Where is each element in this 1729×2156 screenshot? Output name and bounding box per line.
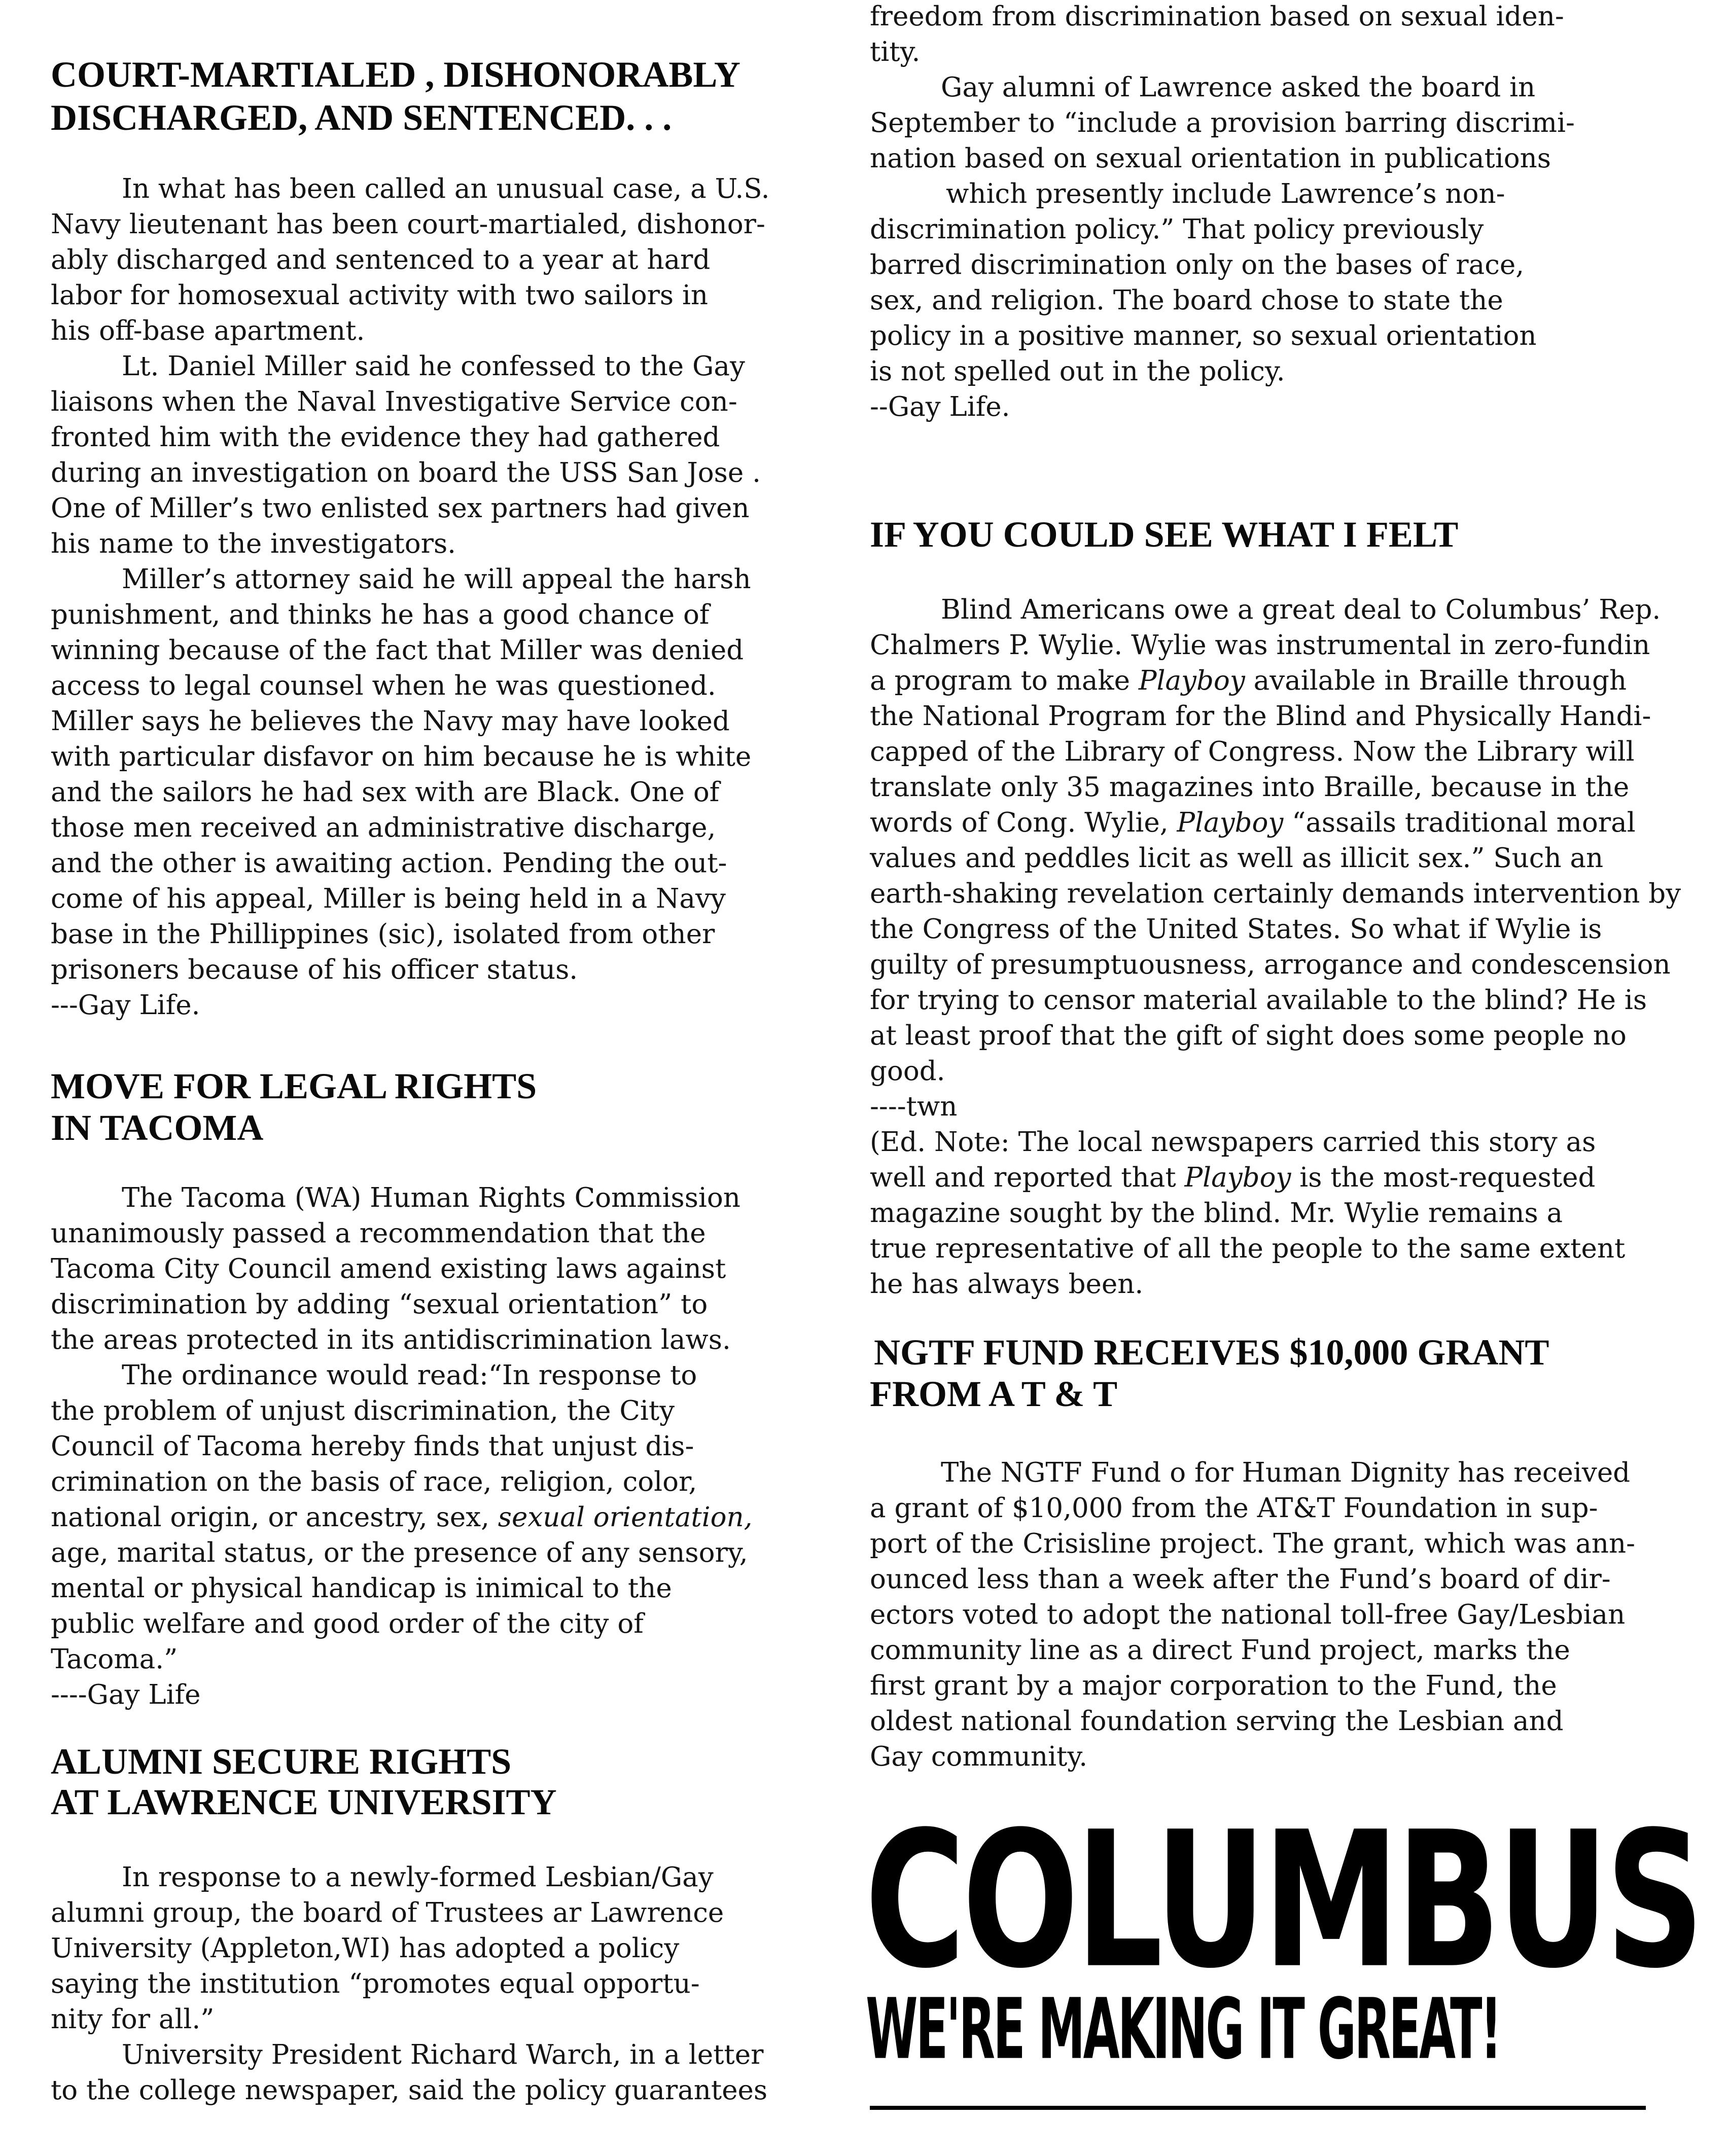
headline-line: IF YOU COULD SEE WHAT I FELT bbox=[870, 514, 1459, 555]
body-line: tity. bbox=[870, 37, 921, 67]
body-line: Tacoma.” bbox=[51, 1644, 178, 1675]
body-line: public welfare and good order of the city of bbox=[51, 1608, 644, 1639]
article-credit: ----Gay Life bbox=[51, 1679, 201, 1710]
editor-note-line: true representative of all the people to the same extent bbox=[870, 1233, 1626, 1264]
body-line: policy in a positive manner, so sexual orientation bbox=[870, 320, 1537, 351]
body-line: mental or physical handicap is inimical to the bbox=[51, 1573, 672, 1604]
logo-wordmark: COLUMBUS bbox=[865, 1791, 1701, 2010]
body-line: the areas protected in its antidiscrimination laws. bbox=[51, 1324, 731, 1355]
body-line: with particular disfavor on him because he is white bbox=[51, 741, 752, 772]
body-line: discrimination policy.” That policy previously bbox=[870, 214, 1484, 245]
magazine-title: Playboy bbox=[1138, 665, 1245, 696]
body-line: and the other is awaiting action. Pending the out- bbox=[51, 848, 727, 879]
body-line: Lt. Daniel Miller said he confessed to the Gay bbox=[122, 351, 745, 382]
body-line: One of Miller’s two enlisted sex partners had given bbox=[51, 493, 750, 524]
body-line: winning because of the fact that Miller was denied bbox=[51, 635, 744, 666]
headline-line: DISCHARGED, AND SENTENCED. . . bbox=[51, 97, 672, 138]
body-line: community line as a direct Fund project, marks the bbox=[870, 1635, 1570, 1666]
body-line: Tacoma City Council amend existing laws against bbox=[51, 1253, 726, 1284]
body-line: barred discrimination only on the bases of race, bbox=[870, 249, 1525, 280]
editor-note-line: (Ed. Note: The local newspapers carried this story as bbox=[870, 1127, 1596, 1158]
columbus-logo bbox=[865, 1791, 1701, 2089]
body-line: unanimously passed a recommendation that the bbox=[51, 1218, 706, 1249]
body-line: and the sailors he had sex with are Black. One of bbox=[51, 777, 720, 808]
body-line: access to legal counsel when he was questioned. bbox=[51, 670, 716, 701]
body-line: University President Richard Warch, in a letter bbox=[122, 2039, 764, 2070]
body-line: base in the Phillippines (sic), isolated from other bbox=[51, 919, 715, 950]
body-line: earth-shaking revelation certainly demands intervention by bbox=[870, 878, 1681, 909]
body-line: Miller’s attorney said he will appeal the harsh bbox=[122, 564, 751, 595]
article-credit: --Gay Life. bbox=[870, 391, 1010, 422]
body-line: port of the Crisisline project. The grant, which was ann- bbox=[870, 1528, 1635, 1559]
body-line: first grant by a major corporation to the Fund, the bbox=[870, 1670, 1557, 1701]
editor-note-line: well and reported that Playboy is the most-requested bbox=[870, 1162, 1596, 1193]
body-line: crimination on the basis of race, religion, color, bbox=[51, 1466, 697, 1497]
body-line: September to “include a provision barring discrimi- bbox=[870, 107, 1575, 138]
body-line: those men received an administrative discharge, bbox=[51, 812, 716, 843]
body-line: his name to the investigators. bbox=[51, 528, 456, 559]
body-line: is not spelled out in the policy. bbox=[870, 356, 1285, 387]
italic-phrase: sexual orientation, bbox=[498, 1502, 753, 1533]
body-line: punishment, and thinks he has a good chance of bbox=[51, 599, 710, 630]
body-line: oldest national foundation serving the Lesbian and bbox=[870, 1706, 1564, 1737]
body-line: the National Program for the Blind and Physically Handi- bbox=[870, 701, 1651, 732]
body-line: The NGTF Fund o for Human Dignity has received bbox=[941, 1457, 1631, 1488]
body-line: Navy lieutenant has been court-martialed, dishonor- bbox=[51, 209, 765, 240]
body-line: saying the institution “promotes equal opportu- bbox=[51, 1968, 700, 1999]
article-credit: ----twn bbox=[870, 1091, 958, 1122]
headline-line: NGTF FUND RECEIVES $10,000 GRANT bbox=[874, 1332, 1549, 1373]
body-line: ably discharged and sentenced to a year at hard bbox=[51, 244, 711, 275]
body-line: freedom from discrimination based on sexual iden- bbox=[870, 1, 1564, 32]
body-line: a program to make Playboy available in Braille through bbox=[870, 665, 1627, 696]
divider-rule bbox=[870, 2106, 1646, 2110]
body-line: discrimination by adding “sexual orientation” to bbox=[51, 1289, 708, 1320]
body-line: The ordinance would read:“In response to bbox=[122, 1360, 697, 1391]
body-line: Miller says he believes the Navy may have looked bbox=[51, 706, 730, 737]
logo-tagline: WE'RE MAKING IT GREAT! bbox=[866, 1981, 1500, 2078]
body-line: sex, and religion. The board chose to state the bbox=[870, 285, 1503, 316]
body-line: fronted him with the evidence they had gathered bbox=[51, 422, 720, 453]
body-line: come of his appeal, Miller is being held in a Navy bbox=[51, 883, 726, 914]
body-line: his off-base apartment. bbox=[51, 315, 365, 346]
headline-line: ALUMNI SECURE RIGHTS bbox=[51, 1741, 512, 1782]
body-line: prisoners because of his officer status. bbox=[51, 954, 578, 985]
body-line: ectors voted to adopt the national toll-free Gay/Lesbian bbox=[870, 1599, 1626, 1630]
body-line: which presently include Lawrence’s non- bbox=[946, 178, 1505, 209]
body-line: values and peddles licit as well as illicit sex.” Such an bbox=[870, 843, 1604, 874]
body-line: national origin, or ancestry, sex, sexual orientation, bbox=[51, 1502, 753, 1533]
body-line: during an investigation on board the USS San Jose . bbox=[51, 457, 761, 488]
headline-line: FROM A T & T bbox=[870, 1374, 1118, 1414]
body-line: capped of the Library of Congress. Now the Library will bbox=[870, 736, 1635, 767]
body-line: alumni group, the board of Trustees ar Lawrence bbox=[51, 1897, 724, 1928]
body-line: Gay alumni of Lawrence asked the board in bbox=[941, 72, 1536, 103]
body-line: ounced less than a week after the Fund’s board of dir- bbox=[870, 1564, 1611, 1595]
headline-line: COURT-MARTIALED , DISHONORABLY bbox=[51, 54, 740, 95]
body-line: the Congress of the United States. So what if Wylie is bbox=[870, 914, 1602, 945]
body-line: nity for all.” bbox=[51, 2004, 215, 2035]
body-line: the problem of unjust discrimination, the City bbox=[51, 1395, 675, 1426]
body-line: for trying to censor material available to the blind? He is bbox=[870, 985, 1647, 1016]
magazine-title: Playboy bbox=[1184, 1162, 1291, 1193]
body-line: at least proof that the gift of sight does some people no bbox=[870, 1020, 1627, 1051]
body-line: Council of Tacoma hereby finds that unjust dis- bbox=[51, 1431, 694, 1462]
body-line: translate only 35 magazines into Braille, because in the bbox=[870, 772, 1630, 803]
magazine-title: Playboy bbox=[1177, 807, 1284, 838]
body-line: age, marital status, or the presence of any sensory, bbox=[51, 1537, 748, 1568]
body-line: In what has been called an unusual case, a U.S. bbox=[122, 173, 770, 204]
body-line: good. bbox=[870, 1056, 945, 1087]
body-line: liaisons when the Naval Investigative Service con- bbox=[51, 386, 737, 417]
body-line: guilty of presumptuousness, arrogance and condescension bbox=[870, 949, 1671, 980]
body-line: Chalmers P. Wylie. Wylie was instrumental in zero-fundin bbox=[870, 630, 1650, 661]
body-line: nation based on sexual orientation in publications bbox=[870, 143, 1551, 174]
body-line: words of Cong. Wylie, Playboy “assails traditional moral bbox=[870, 807, 1636, 838]
body-line: to the college newspaper, said the policy guarantees bbox=[51, 2075, 768, 2106]
body-line: In response to a newly-formed Lesbian/Gay bbox=[122, 1862, 714, 1893]
body-line: Blind Americans owe a great deal to Columbus’ Rep. bbox=[941, 594, 1661, 625]
body-line: University (Appleton,WI) has adopted a policy bbox=[51, 1933, 680, 1964]
headline-line: IN TACOMA bbox=[51, 1107, 264, 1148]
body-line: Gay community. bbox=[870, 1741, 1088, 1772]
editor-note-line: he has always been. bbox=[870, 1269, 1144, 1300]
body-line: The Tacoma (WA) Human Rights Commission bbox=[122, 1182, 740, 1213]
body-line: labor for homosexual activity with two sailors in bbox=[51, 280, 709, 311]
headline-line: AT LAWRENCE UNIVERSITY bbox=[51, 1782, 557, 1822]
headline-line: MOVE FOR LEGAL RIGHTS bbox=[51, 1066, 537, 1106]
editor-note-line: magazine sought by the blind. Mr. Wylie remains a bbox=[870, 1198, 1563, 1229]
body-line: a grant of $10,000 from the AT&T Foundation in sup- bbox=[870, 1493, 1598, 1524]
article-credit: ---Gay Life. bbox=[51, 990, 200, 1021]
